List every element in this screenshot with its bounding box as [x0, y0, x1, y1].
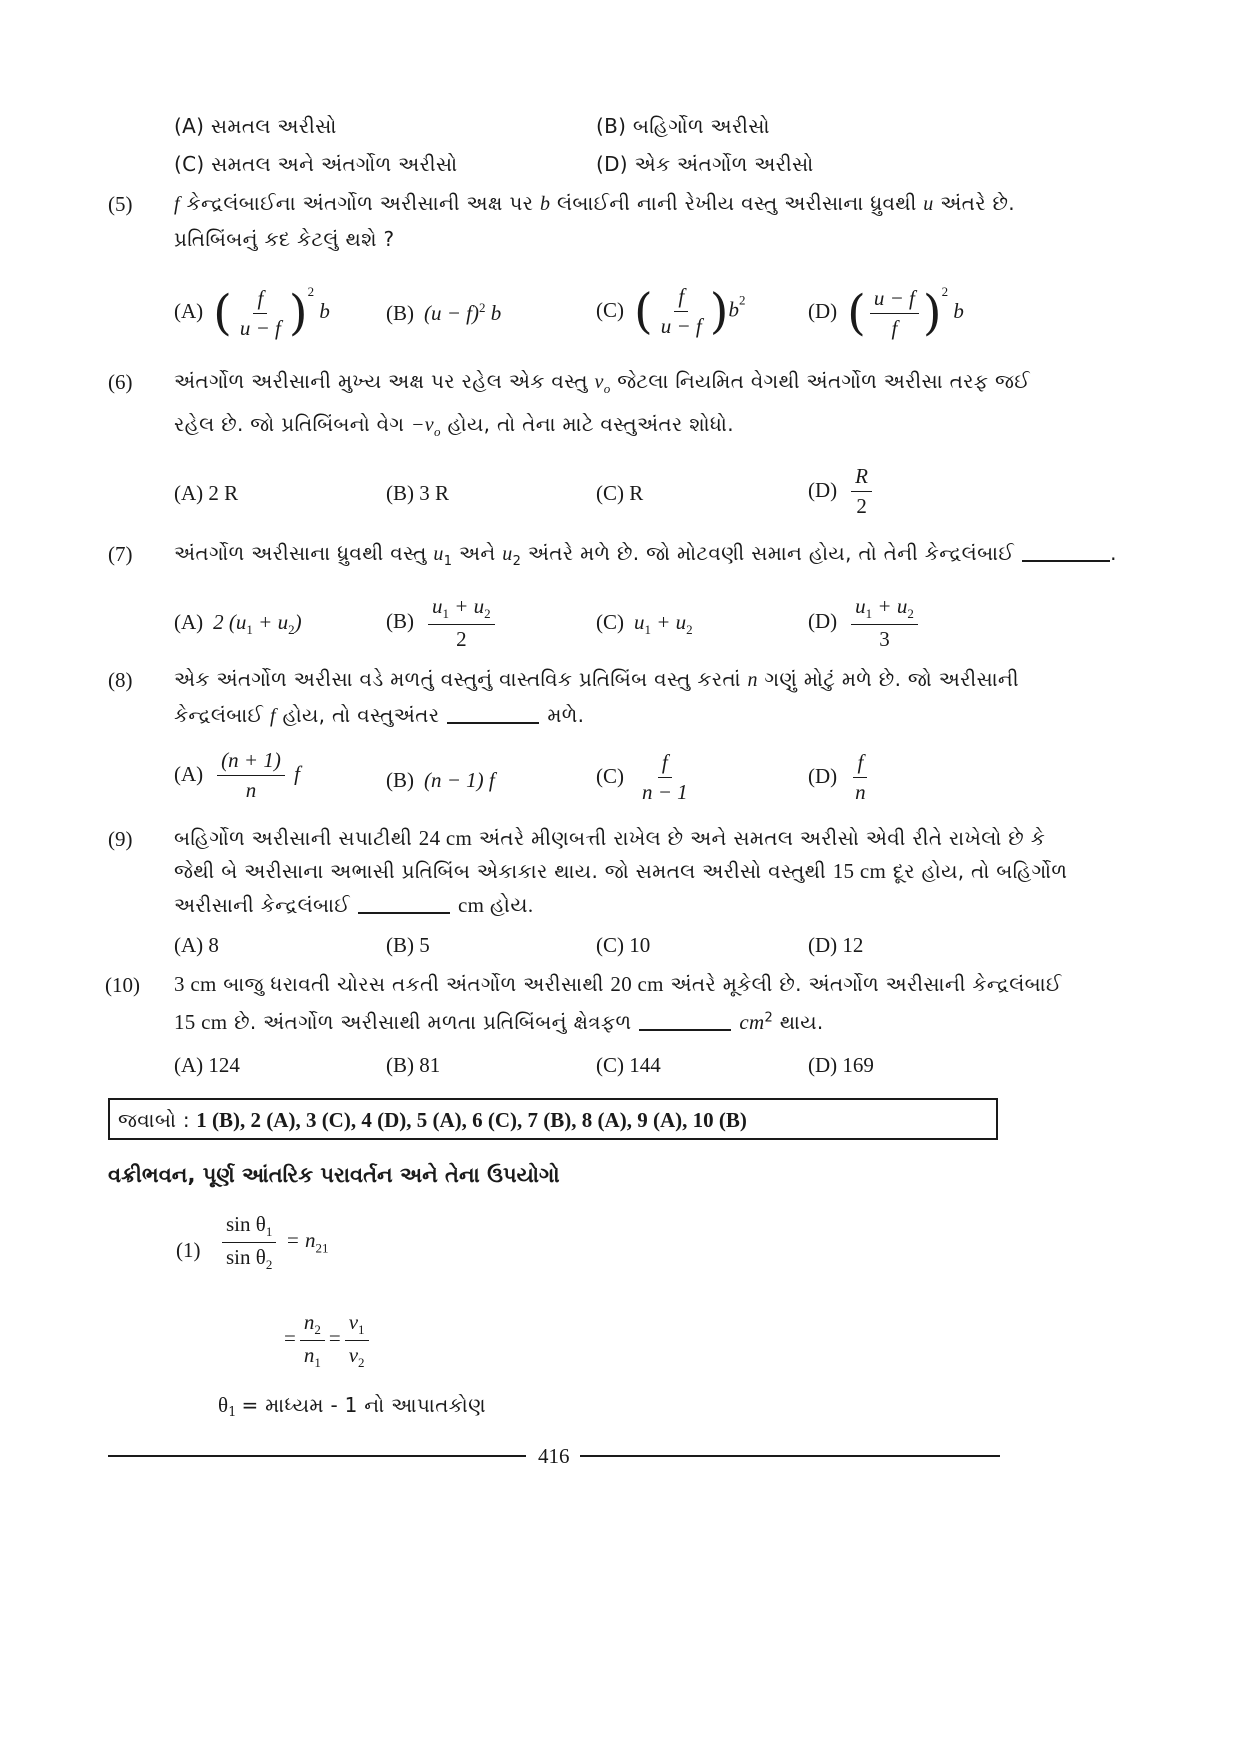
question-text: બહિર્ગોળ અરીસાની સપાટીથી 24 cm અંતરે મીણબત્તી રાખેલ છે અને સમતલ અરીસો એવી રીતે રાખેલો છે કે — [174, 826, 1046, 850]
option-c: (C) R — [596, 481, 644, 505]
question-text: 15 cm છે. અંતર્ગોળ અરીસાથી મળતા પ્રતિબિંબનું ક્ષેત્રફળ $cm^2$ થાય. — [174, 1010, 824, 1034]
question-number: (10) — [105, 973, 140, 997]
option-c: (C) 10 — [596, 933, 651, 957]
question-number: (9) — [108, 827, 133, 851]
question-text: 3 cm બાજુ ધરાવતી ચોરસ તકતી અંતર્ગોળ અરીસાથી 20 cm અંતરે મૂકેલી છે. અંતર્ગોળ અરીસાની કેન્દ્રલંબાઈ — [174, 972, 1062, 996]
option-b: (B) 5 — [386, 933, 430, 957]
page-number: 416 — [538, 1444, 570, 1468]
item-number: (1) — [176, 1238, 201, 1262]
option-b: (B) 81 — [386, 1053, 441, 1077]
option-d: (D) $\frac{f}{n}$ — [808, 750, 866, 805]
option-a: (A) સમતલ અરીસો — [174, 114, 337, 138]
option-a: (A) $\frac{(n + 1)}{n}$ f — [174, 748, 300, 803]
question-number: (5) — [108, 192, 133, 216]
footer-rule-left — [108, 1455, 526, 1457]
question-text: કેન્દ્રલંબાઈ f હોય, તો વસ્તુઅંતર મળે. — [174, 703, 585, 727]
snell-law-equation: $\frac{\sin \theta_1}{\sin \theta_2}$ = $n_{21}$ — [218, 1212, 329, 1273]
question-text: અરીસાની કેન્દ્રલંબાઈ cm હોય. — [174, 893, 534, 917]
section-heading: વક્રીભવન, પૂર્ણ આંતરિક પરાવર્તન અને તેના ઉપયોગો — [108, 1163, 560, 1187]
option-c: (C) 144 — [596, 1053, 661, 1077]
question-number: (7) — [108, 542, 133, 566]
option-a: (A) 8 — [174, 933, 219, 957]
option-c: (C) ( $\frac{f}{u - f}$ )$b^2$ — [596, 283, 746, 340]
question-text: રહેલ છે. જો પ્રતિબિંબનો વેગ $-v_o$ હોય, તો તેના માટે વસ્તુઅંતર શોધો. — [174, 412, 734, 439]
option-b: (B) $\frac{u_1 + u_2}{2}$ — [386, 594, 499, 652]
option-d: (D) 12 — [808, 933, 864, 957]
answer-key: જવાબો : 1 (B), 2 (A), 3 (C), 4 (D), 5 (A), 6 (C), 7 (B), 8 (A), 9 (A), 10 (B) — [118, 1108, 747, 1132]
option-c: (C) $\frac{f}{n - 1}$ — [596, 750, 688, 805]
option-b: (B) 3 R — [386, 481, 449, 505]
option-d: (D) $\frac{R}{2}$ — [808, 464, 876, 519]
question-text: એક અંતર્ગોળ અરીસા વડે મળતું વસ્તુનું વાસ્તવિક પ્રતિબિંબ વસ્તુ કરતાં n ગણું મોટું મળે છે. જો અરીસાની — [174, 667, 1019, 691]
option-d: (D) ( $\frac{u - f}{f}$ )$^2$ b — [808, 284, 964, 342]
refractive-index-equation: = $\frac{n_2}{n_1}$ = $\frac{v_1}{v_2}$ — [284, 1310, 373, 1371]
option-b: (B) (n − 1) f — [386, 768, 495, 792]
question-number: (6) — [108, 370, 133, 394]
option-b: (B) $(u - f)^2$ b — [386, 300, 502, 325]
theta-definition: $\theta_1$ = માધ્યમ - 1 નો આપાતકોણ — [218, 1393, 486, 1421]
option-d: (D) 169 — [808, 1053, 874, 1077]
option-a: (A) ( $\frac{f}{u - f}$ )$^2$ b — [174, 284, 330, 342]
question-text: f કેન્દ્રલંબાઈના અંતર્ગોળ અરીસાની અક્ષ પર b લંબાઈની નાની રેખીય વસ્તુ અરીસાના ધ્રુવથી u અંતરે છે. — [174, 191, 1015, 215]
question-text: પ્રતિબિંબનું કદ કેટલું થશે ? — [174, 227, 395, 251]
question-text: જેથી બે અરીસાના અભાસી પ્રતિબિંબ એકાકાર થાય. જો સમતલ અરીસો વસ્તુથી 15 cm દૂર હોય, તો બહિર્ગોળ — [174, 859, 1068, 883]
option-c: (C) સમતલ અને અંતર્ગોળ અરીસો — [174, 152, 458, 176]
footer-rule-right — [580, 1455, 1000, 1457]
option-d: (D) $\frac{u_1 + u_2}{3}$ — [808, 594, 922, 652]
option-a: (A) 124 — [174, 1053, 240, 1077]
option-b: (B) બહિર્ગોળ અરીસો — [596, 114, 770, 138]
option-a: (A) 2 $(u_1 + u_2)$ — [174, 610, 302, 638]
question-text: અંતર્ગોળ અરીસાની મુખ્ય અક્ષ પર રહેલ એક વસ્તુ $v_o$ જેટલા નિયમિત વેગથી અંતર્ગોળ અરીસા તરફ જઈ — [174, 369, 1030, 396]
question-number: (8) — [108, 668, 133, 692]
question-text: અંતર્ગોળ અરીસાના ધ્રુવથી વસ્તુ $u_1$ અને $u_2$ અંતરે મળે છે. જો મોટવણી સમાન હોય, તો તેની કેન્દ્રલંબાઈ . — [174, 541, 1117, 569]
option-a: (A) 2 R — [174, 481, 239, 505]
option-d: (D) એક અંતર્ગોળ અરીસો — [596, 152, 814, 176]
option-c: (C) $u_1 + u_2$ — [596, 610, 693, 638]
